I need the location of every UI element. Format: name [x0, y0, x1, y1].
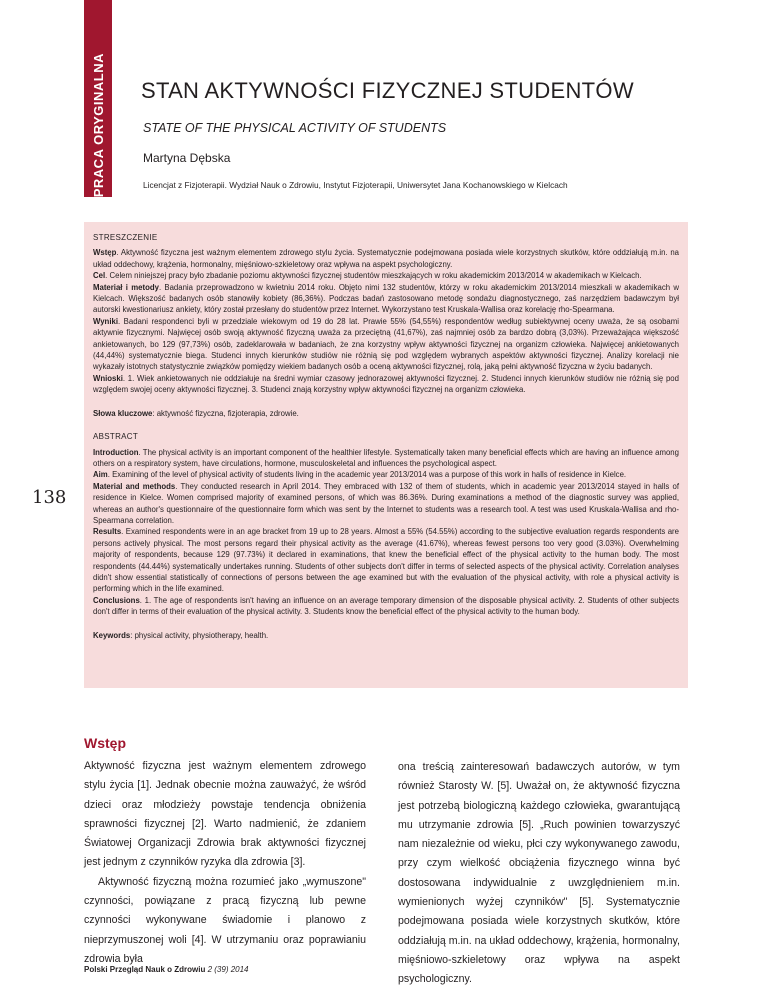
section-text: . Badania przeprowadzono w kwietniu 2014 roku. Objęto nimi 132 studentów, którzy w roku akademickim 2013/2014 mieszkali w akademikach w Kielcach. Większość badanych osób stanowiły kobiety (86,36%). Podczas badań zastosowano metodę sondażu diagnostycznego, zaś narzędziem badawczym był autorski kwestionariusz ankiety, który został przesłany do studentów przez Internet. Wykorzystano test Kruskala-Wallisa oraz korelację rho-Spearmana.	[93, 282, 679, 315]
body-paragraph: ona treścią zainteresowań badawczych autorów, w tym również Starosty W. [5]. Uważał on, że aktywność fizyczna jest potrzebą biologiczną każdego człowieka, gwarantującą mu utrzymanie zdrowia [5]. „Ruch powinien towarzyszyć nam niezależnie od wieku, płci czy wykonywanego zawodu, przy czym wielkość obciążenia fizycznego winna być dostosowana indywidualnie z uwzględnieniem m.in. wymienionych wyżej czynników" [5]. Systematycznie podejmowana posiada wiele korzystnych skutków, które oddziałują m.in. na układ oddechowy, krążenia, hormonalny, mięśniowo-szkieletowy oraz wpływa na aspekt psychologiczny.	[398, 761, 680, 986]
abstract-results	[93, 526, 679, 594]
body-column-left	[84, 734, 366, 969]
abstract-conclusions	[93, 595, 679, 618]
abstract-introduction	[93, 447, 679, 470]
section-text: . Badani respondenci byli w przedziale wiekowym od 19 do 28 lat. Prawie 55% (54,55%) respondentów według subiektywnej oceny uważa, że są osobami aktywnie fizycznymi. Najwięcej osób swoją aktywność fizyczną uważa za przeciętną (41,67%), zaś najmniej osób za bardzo dobrą (3,03%). Przeważająca większość ankietowanych, bo 129 (97,73%) osób, zadeklarowała w badaniach, że zna korzystny wpływ aktywności fizycznej na organizm człowieka. Najwięcej ankietowanych (44,44%) systematycznie biega. Studenci innych kierunków studiów nie różnią się pod względem wybranych aspektów aktywności fizycznej. Analizy korelacji nie wykazały istotnych statystycznie związków pomiędzy wiekiem badanych osób a oceną aktywności fizycznej, rolą, jaką pełni aktywność fizyczna w życiu badanych.	[93, 316, 679, 372]
keywords-text: : aktywność fizyczna, fizjoterapia, zdrowie.	[152, 408, 299, 418]
abstract-methods	[93, 481, 679, 527]
author-affiliation: Licencjat z Fizjoterapii. Wydział Nauk o Zdrowiu, Instytut Fizjoterapii, Uniwersytet Jana Kochanowskiego w Kielcach	[143, 180, 568, 190]
section-label: Conclusions	[93, 595, 140, 605]
section-text: . Examining of the level of physical activity of students living in the academic year 2013/2014 was a purpose of this work in halls of residence in Kielce.	[107, 470, 627, 480]
page-number: 138	[32, 487, 67, 508]
section-label: Wnioski	[93, 373, 123, 383]
section-label: Aim	[93, 470, 108, 480]
section-label: Wyniki	[93, 316, 118, 326]
section-text: . They conducted research in April 2014. They embraced with 132 of them of students, which in academic year 2013/2014 stayed in halls of residence in Kielce. Women comprised majority of examined persons, of which was 86.36%. During examinations a method of the diagnostic survey was applied, whereas an author's questionnaire of the questionnaire form which was sent by the Internet to students was a research tool. A test was used Kruskala-Wallisa and rho-Spearmana correlation.	[93, 481, 680, 525]
journal-footer	[84, 965, 249, 974]
journal-name: Polski Przegląd Nauk o Zdrowiu	[84, 965, 206, 974]
section-label: Material and methods	[93, 481, 176, 491]
abstract-heading: ABSTRACT	[93, 432, 139, 442]
section-text: . Examined respondents were in an age bracket from 19 up to 28 years. Almost a 55% (54.55%) according to the subjective evaluation regards respondents are persons actively physical. The most persons regard their physical activity as the average (41.67%), whereas fewest persons too very good (3.03%). Overwhelming majority of respondents, because 129 (97.73%) it declared in examinations, that knew the beneficial effect of the physical activity to the human body. The most respondents (44.44%) systematically undertakes running. Students of other subjects don't differ in terms of selected aspects of the physical activity. Correlation analyses didn't show essential statistically of connections of persons between the age examined but with the evaluation of the physical activity, with role a physical activity is performing which in the life examined.	[93, 527, 679, 594]
keywords-text: : physical activity, physiotherapy, health.	[130, 630, 269, 640]
section-label: Wstęp	[93, 248, 117, 258]
streszczenie-wnioski	[93, 373, 679, 396]
section-text: . Celem niniejszej pracy było zbadanie poziomu aktywności fizycznej studentów mieszkających w roku akademickim 2013/2014 w akademikach w Kielcach.	[105, 271, 642, 281]
abstract-keywords	[93, 630, 679, 641]
section-label: Materiał i metody	[93, 282, 159, 292]
streszczenie-heading: STRESZCZENIE	[93, 233, 158, 242]
section-label: Results	[93, 527, 122, 537]
journal-issue: 2 (39) 2014	[205, 965, 249, 974]
section-label: Introduction	[93, 447, 139, 457]
abstract-aim	[93, 469, 679, 480]
section-text: . 1. The age of respondents isn't having an influence on an average temporary dimension of the disposable physical activity. 2. Students of other subjects don't differ in terms of their evaluation of the physical activity. 3. Students know the beneficial effect of the physical activity to the human body.	[93, 595, 679, 617]
author-name: Martyna Dębska	[143, 151, 231, 165]
section-label: Cel	[93, 271, 106, 281]
streszczenie-wyniki	[93, 316, 679, 373]
body-paragraph: Aktywność fizyczną można rozumieć jako „wymuszone" czynności, powiązane z pracą fizyczną lub pewne czynności wykonywane świadomie i planowo z nieprzymuszonej woli [4]. W utrzymaniu oraz poprawianiu zdrowia była	[84, 875, 366, 965]
abstract-box	[84, 222, 688, 688]
streszczenie-keywords	[93, 408, 679, 419]
streszczenie-wstep	[93, 247, 679, 270]
streszczenie-metody	[93, 282, 679, 316]
section-heading-wstep: Wstęp	[84, 735, 126, 751]
keywords-label: Słowa kluczowe	[93, 408, 153, 418]
article-subtitle: STATE OF THE PHYSICAL ACTIVITY OF STUDENTS	[143, 121, 447, 135]
article-type-label: PRACA ORYGINALNA	[90, 52, 106, 197]
section-text: . The physical activity is an important component of the healthier lifestyle. Systematically taken many beneficial effects which are having an influence among others on a respiratory system, have circulations, hormone, musculoskeletal and influences the psychological aspect.	[93, 447, 679, 468]
article-title: STAN AKTYWNOŚCI FIZYCZNEJ STUDENTÓW	[141, 78, 634, 103]
section-text: . 1. Wiek ankietowanych nie oddziałuje na średni wymiar czasowy jednorazowej aktywności fizycznej. 2. Studenci innych kierunków studiów nie różnią się pod względem swojej oceny aktywności fizycznej. 3. Studenci znają korzystny wpływ aktywności fizycznej na organizm człowieka.	[93, 373, 679, 395]
article-type-banner	[84, 0, 112, 197]
streszczenie-cel	[93, 270, 679, 281]
keywords-label: Keywords	[93, 630, 131, 640]
section-text: . Aktywność fizyczna jest ważnym elementem zdrowego stylu życia. Systematycznie podejmowana posiada wiele korzystnych skutków, które oddziałują m.in. na układ oddechowy, krążenia, hormonalny, mięśniowo-szkieletowy oraz wpływa na aspekt psychologiczny.	[93, 248, 679, 269]
body-paragraph: Aktywność fizyczna jest ważnym elementem zdrowego stylu życia [1]. Jednak obecnie można zauważyć, że wśród dzieci oraz młodzieży powstaje tendencja obniżenia sprawności fizycznej [2]. Warto nadmienić, że zdaniem Światowej Organizacji Zdrowia brak aktywności fizycznej jest jednym z czynników ryzyka dla zdrowia [3].	[84, 760, 366, 869]
body-column-right	[398, 758, 680, 990]
